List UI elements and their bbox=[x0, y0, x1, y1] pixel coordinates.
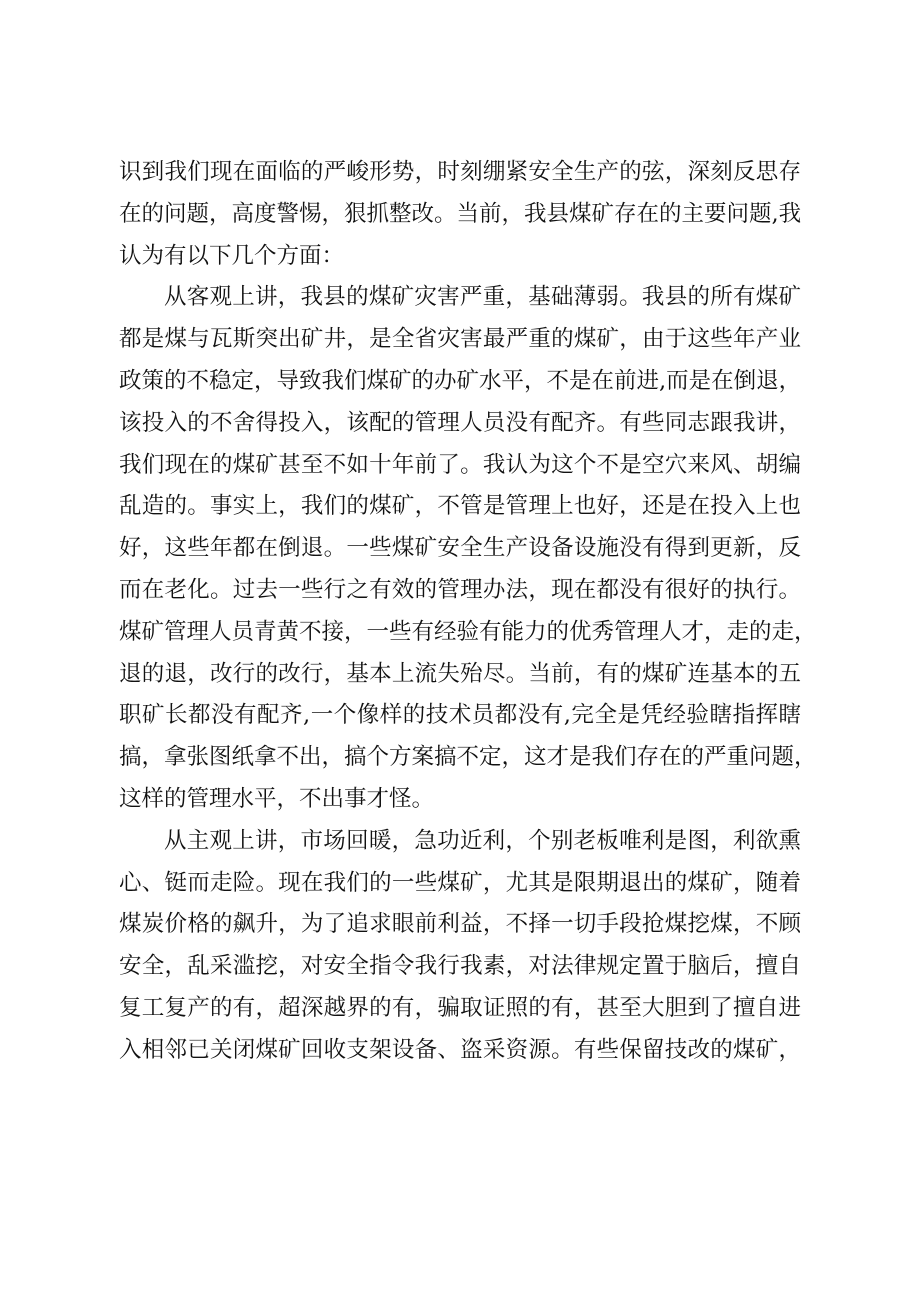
text-line: 搞，拿张图纸拿不出，搞个方案搞不定，这才是我们存在的严重问题， bbox=[119, 744, 817, 771]
text-line: 而在老化。过去一些行之有效的管理办法，现在都没有很好的执行。 bbox=[119, 576, 801, 603]
text-line: 都是煤与瓦斯突出矿井，是全省灾害最严重的煤矿，由于这些年产业 bbox=[119, 326, 801, 353]
text-line: 识到我们现在面临的严峻形势，时刻绷紧安全生产的弦，深刻反思存 bbox=[119, 159, 801, 185]
text-line: 这样的管理水平，不出事才怪。 bbox=[119, 785, 435, 812]
text-line: 心、铤而走险。现在我们的一些煤矿，尤其是限期退出的煤矿，随着 bbox=[119, 869, 801, 896]
text-line: 复工复产的有，超深越界的有，骗取证照的有，甚至大胆到了擅自进 bbox=[119, 994, 801, 1021]
body-text bbox=[119, 152, 817, 1072]
text-line: 安全，乱采滥挖，对安全指令我行我素，对法律规定置于脑后，擅自 bbox=[119, 953, 801, 980]
text-line: 我们现在的煤矿甚至不如十年前了。我认为这个不是空穴来风、胡编 bbox=[119, 451, 801, 478]
text-line: 煤炭价格的飙升，为了追求眼前利益，不择一切手段抢煤挖煤，不顾 bbox=[119, 911, 801, 938]
text-line: 从客观上讲，我县的煤矿灾害严重，基础薄弱。我县的所有煤矿 bbox=[164, 284, 801, 311]
text-line: 该投入的不舍得投入，该配的管理人员没有配齐。有些同志跟我讲， bbox=[119, 409, 801, 436]
text-line: 乱造的。事实上，我们的煤矿，不管是管理上也好，还是在投入上也 bbox=[119, 493, 801, 520]
text-line: 职矿长都没有配齐,一个像样的技术员都没有,完全是凭经验瞎指挥瞎 bbox=[119, 702, 801, 729]
text-line: 在的问题，高度警惕，狠抓整改。当前，我县煤矿存在的主要问题,我 bbox=[119, 200, 802, 227]
text-line: 煤矿管理人员青黄不接，一些有经验有能力的优秀管理人才，走的走， bbox=[119, 618, 817, 645]
text-line: 从主观上讲，市场回暖，急功近利，个别老板唯利是图，利欲熏 bbox=[164, 827, 801, 854]
text-line: 入相邻已关闭煤矿回收支架设备、盗采资源。有些保留技改的煤矿， bbox=[119, 1036, 801, 1063]
text-line: 退的退，改行的改行，基本上流失殆尽。当前，有的煤矿连基本的五 bbox=[119, 660, 801, 687]
text-line: 政策的不稳定，导致我们煤矿的办矿水平，不是在前进,而是在倒退， bbox=[119, 367, 802, 394]
text-line: 好，这些年都在倒退。一些煤矿安全生产设备设施没有得到更新，反 bbox=[119, 535, 801, 562]
text-line: 认为有以下几个方面： bbox=[119, 242, 345, 269]
